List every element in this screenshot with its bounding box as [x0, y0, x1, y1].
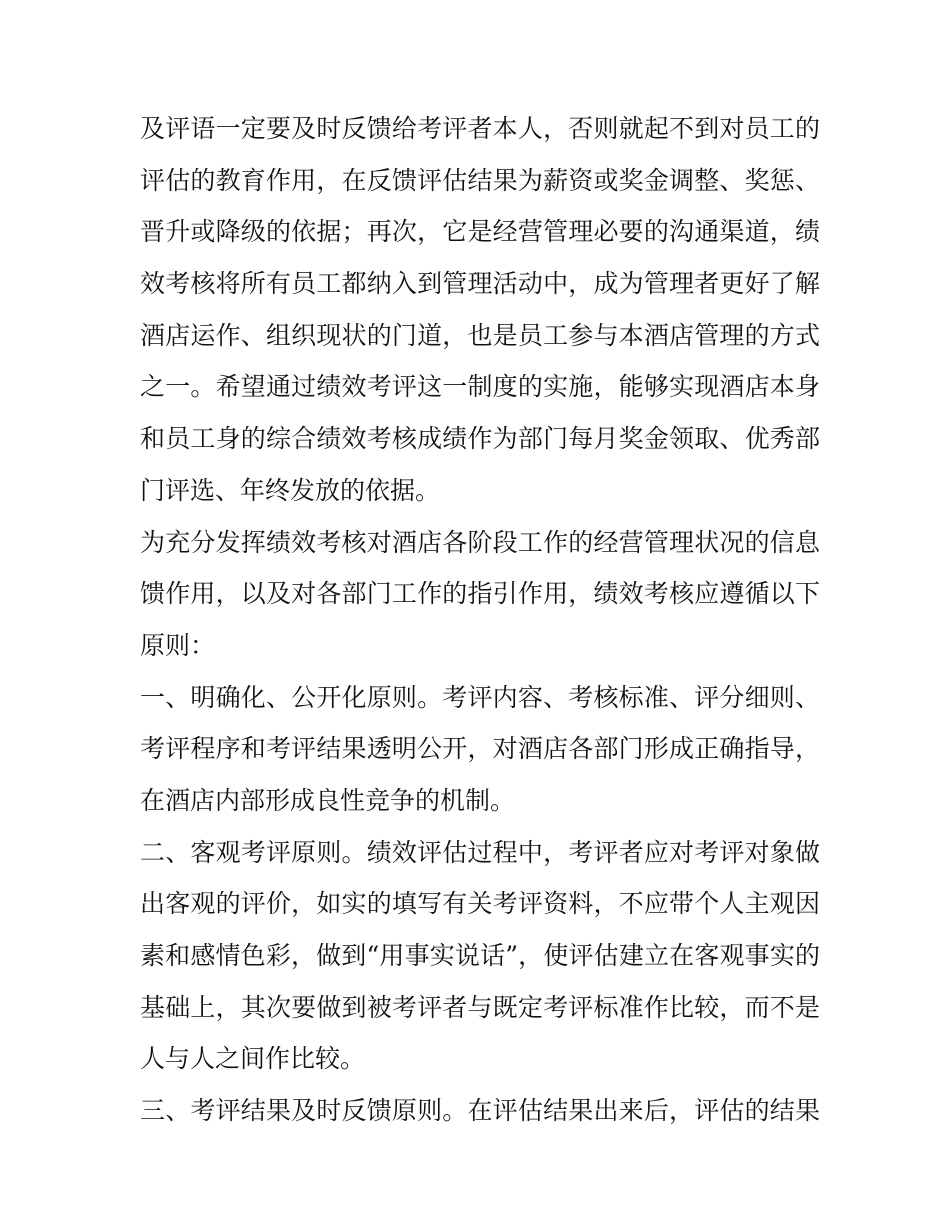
text-line: 为充分发挥绩效考核对酒店各阶段工作的经营管理状况的信息: [140, 527, 820, 557]
text-line: 素和感情色彩，做到“用事实说话”，使评估建立在客观事实的: [140, 941, 820, 970]
text-line: 二、客观考评原则。绩效评估过程中，考评者应对考评对象做: [140, 837, 820, 867]
text-line: 三、考评结果及时反馈原则。在评估结果出来后，评估的结果: [140, 1096, 820, 1126]
text-line: 及评语一定要及时反馈给考评者本人，否则就起不到对员工的: [140, 114, 820, 143]
text-line: 一、明确化、公开化原则。考评内容、考核标准、评分细则、: [140, 682, 820, 712]
text-line: 门评选、年终发放的依据。: [140, 475, 441, 505]
text-line: 之一。希望通过绩效考评这一制度的实施，能够实现酒店本身: [140, 372, 820, 402]
text-line: 效考核将所有员工都纳入到管理活动中，成为管理者更好了解: [140, 269, 820, 299]
text-line: 基础上，其次要做到被考评者与既定考评标准作比较，而不是: [140, 992, 820, 1022]
text-line: 酒店运作、组织现状的门道，也是员工参与本酒店管理的方式: [140, 320, 820, 350]
document-body: [140, 103, 820, 1137]
text-line: 馈作用，以及对各部门工作的指引作用，绩效考核应遵循以下: [140, 579, 820, 609]
text-line: 出客观的评价，如实的填写有关考评资料，不应带个人主观因: [140, 889, 820, 919]
text-line: 在酒店内部形成良性竞争的机制。: [140, 785, 516, 815]
text-line: 评估的教育作用，在反馈评估结果为薪资或奖金调整、奖惩、: [140, 165, 820, 195]
text-line: 考评程序和考评结果透明公开，对酒店各部门形成正确指导，: [140, 734, 820, 764]
text-line: 原则：: [140, 630, 216, 660]
text-line: 人与人之间作比较。: [140, 1044, 366, 1074]
text-line: 晋升或降级的依据；再次，它是经营管理必要的沟通渠道，绩: [140, 217, 820, 247]
text-line: 和员工身的综合绩效考核成绩作为部门每月奖金领取、优秀部: [140, 424, 820, 454]
